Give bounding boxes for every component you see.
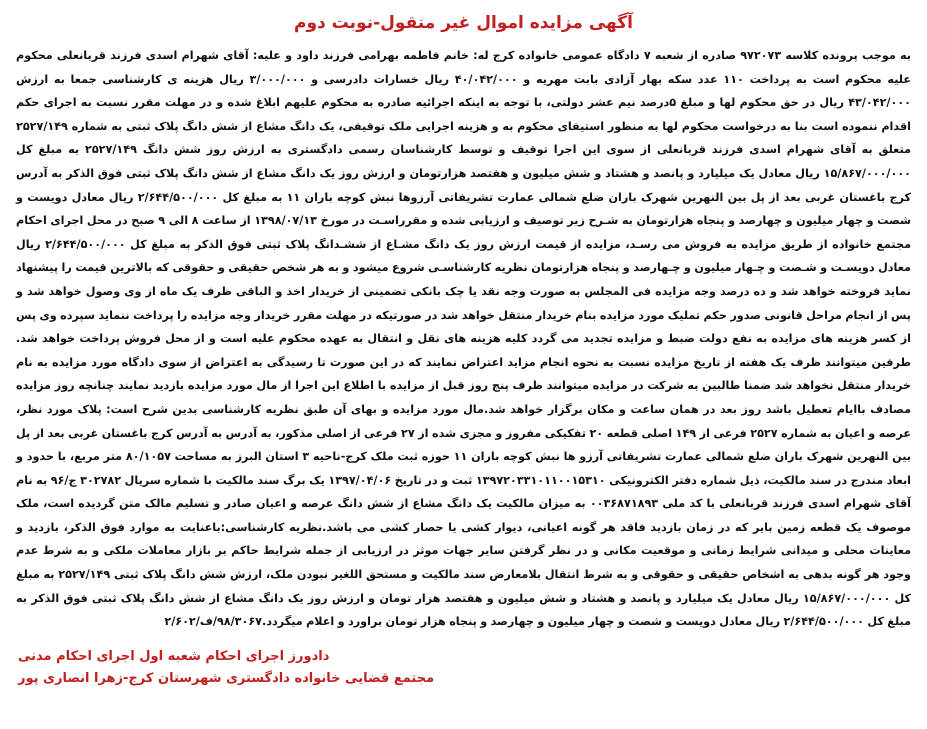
notice-title: آگهی مزایده اموال غیر منقول-نوبت دوم: [294, 13, 633, 33]
signature-line-2: مجتمع قضایی خانواده دادگستری شهرستان کرج-زهرا انصاری پور: [18, 671, 435, 686]
notice-body: به موجب پرونده کلاسه ۹۷۲۰۷۳ صادره از شعبه ۷ دادگاه عمومی خانواده کرج له: خانم فاطمه بهرامی فرزند داود و علیه: آقای شهرام اسدی فرزند قربانعلی محکوم علیه محکوم است به پرداخت ۱۱۰ عدد سکه بهار آزادی بابت مهریه و ۴۰/۰۴۲/۰۰۰ ریال خسارات دادرسی و ۳/۰۰۰/۰۰۰ ریال هزینه ی کارشناسی جمعا به ارزش ۴۳/۰۴۲/۰۰۰ ریال در حق محکوم لها و مبلغ ۵درصد نیم عشر دولتی، با توجه به اینکه اجرائیه صادره به محکوم علیهم ابلاغ شده و در مهلت مقرر نسبت به اجرای حکم اقدام ننموده است بنا به درخواست محکوم لها به منظور استیفای محکوم به و هزینه اجرایی ملک توقیفی، یک دانگ مشاع از شش دانگ پلاک ثبتی به شماره ۲۵۲۷/۱۴۹ متعلق به آقای شهرام اسدی فرزند قربانعلی از سوی این اجرا توقیف و توسط کارشناسان رسمی دادگستری به ارزش روز شش دانگ ۲۵۲۷/۱۴۹ به مبلغ کل ۱۵/۸۶۷/۰۰۰/۰۰۰ ریال معادل یک میلیارد و پانصد و هشتاد و شش میلیون و هفتصد هزارتومان و ارزش روز یک دانگ مشاع از شش دانگ پلاک ثبتی فوق الذکر به آدرس کرج باغستان غربی بعد از پل بین النهرین شهرک باران ضلع شمالی عمارت تشریفاتی آرزوها نبش کوچه باران ۱۱ به مبلغ کل ۲/۶۴۴/۵۰۰/۰۰۰ ریال معادل دویست و شصت و چهار میلیون و چهارصد و پنجاه هزارتومان به شـرح زیر توصیف و ارزیابی شده و مقرراسـت در مورخ ۱۳۹۸/۰۷/۱۳ از ساعت ۸ الی ۹ صبح در محل اجرای احکام مجتمع خانواده از طریق مزایده به فروش می رسـد، مزایده از قیمت ارزش روز یک دانگ مشـاع از ششـدانگ پلاک ثبتی فوق الذکر به مبلغ کل ۲/۶۴۴/۵۰۰/۰۰۰ ریال معادل دویسـت و شـصت و چـهار میلیون و چـهارصد و پنجاه هزارتومان نظریه کارشناسـی شروع میشود و به هر شخص حقیقی و حقوقی که بالاترین قیمت را پیشنهاد نماید فروخته خواهد شد و ده درصد وجه مزایده فی المجلس به صورت وجه نقد یا چک بانکی تضمینی از خریدار اخذ و الباقی ظرف یک ماه از وی وصول خواهد شد و پس از انجام مراحل قانونی صدور حکم تملیک مورد مزایده بنام خریدار منتقل خواهد شد در صورتیکه در مهلت مقرر خریدار وجه مزایده را پرداخت ننماید سپرده وی پس از کسر هزینه های مزایده به نفع دولت ضبط و مزایده تجدید می گردد کلیه هزینه های نقل و انتقال به عهده محکوم علیه است و از محل فروش پرداخت خواهد شد. طرفین میتوانند ظرف یک هفته از تاریخ مزایده نسبت به نحوه انجام مزاید اعتراض نمایند که در این صورت تا رسیدگی به اعتراض از سوی دادگاه مورد مزایده به نام خریدار منتقل نخواهد شد ضمنا طالبین به شرکت در مزایده میتوانند ظرف پنج روز قبل از مزایده با اطلاع این اجرا از مال مورد مزایده بازدید نمایند چنانچه روز مزایده مصادف باایام تعطیل باشد روز بعد در همان ساعت و مکان برگزار خواهد شد.مال مورد مزایده و بهای آن طبق نظریه کارشناسی بدین شرح است: پلاک مورد نظر، عرصه و اعیان به شماره ۲۵۲۷ فرعی از ۱۴۹ اصلی قطعه ۲۰ تفکیکی مفروز و مجزی شده از ۲۷ فرعی از اصلی مذکور، به آدرس به آدرس کرج باغستان غربی بعد از پل بین النهرین شهرک باران ضلع شمالی عمارت تشریفاتی آرزو ها نبش کوچه باران ۱۱ حوزه ثبت ملک کرج-ناحیه ۳ استان البرز به مساحت ۸۰/۱۰۵۷ متر مربع، با حدود و ابعاد مندرج در سند مالکیت، ذیل شماره دفتر الکترونیکی ۱۳۹۷۲۰۳۳۱۰۱۱۰۰۱۵۳۱۰ ثبت و در تاریخ ۱۳۹۷/۰۴/۰۶ یک برگ سند مالکیت با شماره سریال ۳۰۲۷۸۲ ج/۹۶ به نام آقای شهرام اسدی فرزند قربانعلی با کد ملی ۰۰۳۶۸۷۱۸۹۳ به میزان مالکیت یک دانگ مشاع از شش دانگ عرصه و اعیان صادر و تسلیم مالک متن گردیده است، ملک موصوف یک قطعه زمین بایر که در زمان بازدید فاقد هر گونه اعیانی، دیوار کشی یا حصار کشی می باشد.نظریه کارشناسی:باعنایت به موارد فوق الذکر، بازدید و معاینات محلی و میدانی شرایط زمانی و موقعیت مکانی و در نظر گرفتن سایر جهات موثر در ارزیابی از جمله شرایط حاکم بر بازار معاملات ملکی و به شرط عدم وجود هر گونه بدهی به اشخاص حقیقی و حقوقی و به شرط انتقال بلامعارض سند مالکیت و مستحق اللغیر نبودن ملک، ارزش شش دانگ پلاک ثبتی ۲۵۲۷/۱۴۹ به مبلغ کل ۱۵/۸۶۷/۰۰۰/۰۰۰ ریال معادل یک میلیارد و پانصد و هشتاد و شش میلیون و هفتصد هزار تومان و ارزش روز یک دانگ مشاع از شش دانگ پلاک ثبتی فوق الذکر به مبلغ کل ۲/۶۴۴/۵۰۰/۰۰۰ ریال معادل دویست و شصت و چهار میلیون و چهارصد و پنجاه هزار تومان براورد و اعلام میگردد.۹۸/۳۰۶۷/ف/۲/۶۰۲: [16, 49, 912, 629]
signature-block: [18, 646, 434, 690]
signature-line-1: دادورز اجرای احکام شعبه اول اجرای احکام مدنی: [18, 649, 330, 664]
